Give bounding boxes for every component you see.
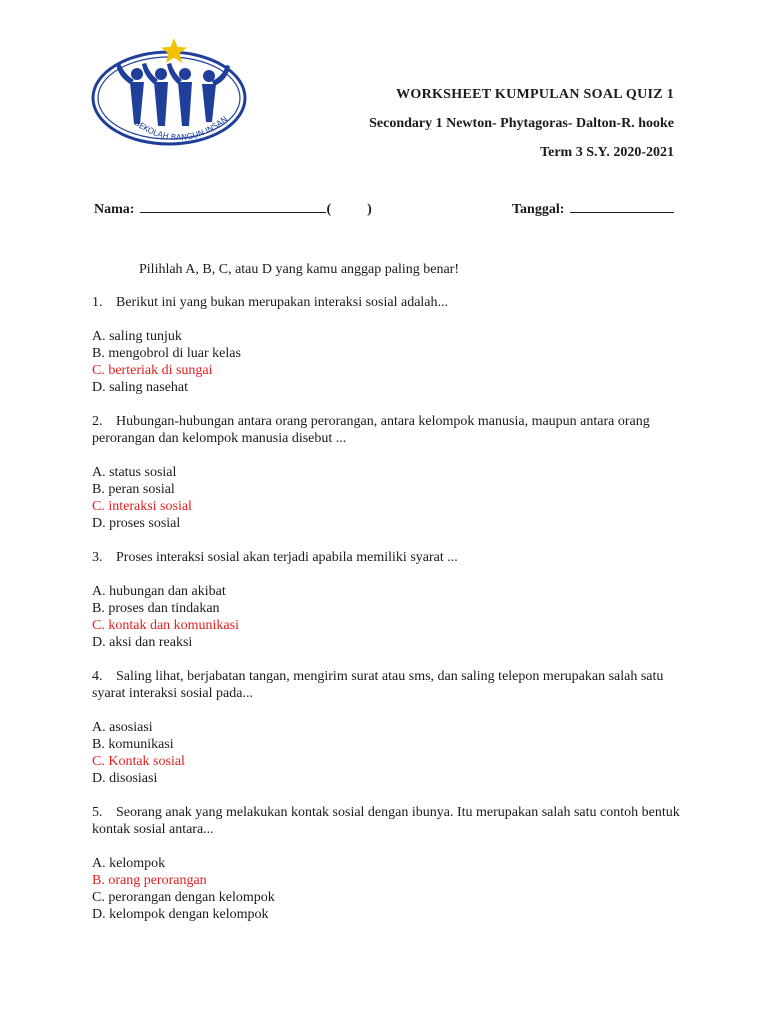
name-blank-line[interactable] [140, 200, 326, 213]
options [92, 583, 682, 651]
question-1 [92, 294, 682, 396]
date-label: Tanggal: [512, 202, 565, 217]
option-d: D. saling nasehat [92, 380, 189, 395]
option-b: B. komunikasi [92, 737, 174, 752]
question-number: 2. [92, 414, 103, 429]
paren-close: ) [367, 202, 372, 217]
options [92, 328, 682, 396]
options [92, 855, 682, 923]
option-a: A. asosiasi [92, 720, 153, 735]
question-text: 1. Berikut ini yang bukan merupakan interaksi sosial adalah... [92, 295, 449, 310]
question-3 [92, 549, 682, 651]
question-5 [92, 804, 682, 923]
option-a: A. status sosial [92, 465, 177, 480]
paren-open: ( [326, 202, 332, 217]
option-d: D. kelompok dengan kelompok [92, 907, 269, 922]
term-line: Term 3 S.Y. 2020-2021 [540, 145, 674, 160]
questions-list [92, 294, 682, 940]
option-c: C. kontak dan komunikasi [92, 618, 239, 633]
logo-arc-text: SEKOLAH BANGUN INSAN [132, 114, 230, 143]
worksheet-title: WORKSHEET KUMPULAN SOAL QUIZ 1 [396, 87, 674, 102]
people-figures-icon [116, 63, 230, 126]
question-text: 4. Saling lihat, berjabatan tangan, mengirim surat atau sms, dan saling telepon merupakan salah satu syarat interaksi sosial pada... [92, 669, 664, 701]
option-d: D. proses sosial [92, 516, 181, 531]
option-a: A. kelompok [92, 856, 166, 871]
question-number: 3. [92, 550, 103, 565]
date-row [512, 200, 674, 218]
option-c: C. perorangan dengan kelompok [92, 890, 275, 905]
name-label: Nama: [94, 202, 135, 217]
school-logo [90, 36, 250, 156]
option-b: B. orang perorangan [92, 873, 207, 888]
options [92, 464, 682, 532]
option-a: A. hubungan dan akibat [92, 584, 226, 599]
question-number: 1. [92, 295, 103, 310]
class-line: Secondary 1 Newton- Phytagoras- Dalton-R. hooke [369, 116, 674, 131]
question-number: 5. [92, 805, 103, 820]
question-text: 2. Hubungan-hubungan antara orang perorangan, antara kelompok manusia, maupun antara orang perorangan dan kelompok manusia disebut ... [92, 414, 650, 446]
question-text: 3. Proses interaksi sosial akan terjadi apabila memiliki syarat ... [92, 550, 458, 565]
question-4 [92, 668, 682, 787]
option-c: C. interaksi sosial [92, 499, 192, 514]
option-d: D. disosiasi [92, 771, 158, 786]
option-b: B. proses dan tindakan [92, 601, 220, 616]
question-number: 4. [92, 669, 103, 684]
option-d: D. aksi dan reaksi [92, 635, 193, 650]
question-2 [92, 413, 682, 532]
question-text: 5. Seorang anak yang melakukan kontak sosial dengan ibunya. Itu merupakan salah satu contoh bentuk kontak sosial antara... [92, 805, 680, 837]
name-row [94, 200, 372, 218]
options [92, 719, 682, 787]
option-b: B. mengobrol di luar kelas [92, 346, 241, 361]
option-c: C. Kontak sosial [92, 754, 185, 769]
option-b: B. peran sosial [92, 482, 175, 497]
date-blank-line[interactable] [570, 200, 674, 213]
school-logo-graphic [90, 36, 250, 156]
instruction: Pilihlah A, B, C, atau D yang kamu anggap paling benar! [139, 262, 459, 277]
option-c: C. berteriak di sungai [92, 363, 213, 378]
option-a: A. saling tunjuk [92, 329, 182, 344]
